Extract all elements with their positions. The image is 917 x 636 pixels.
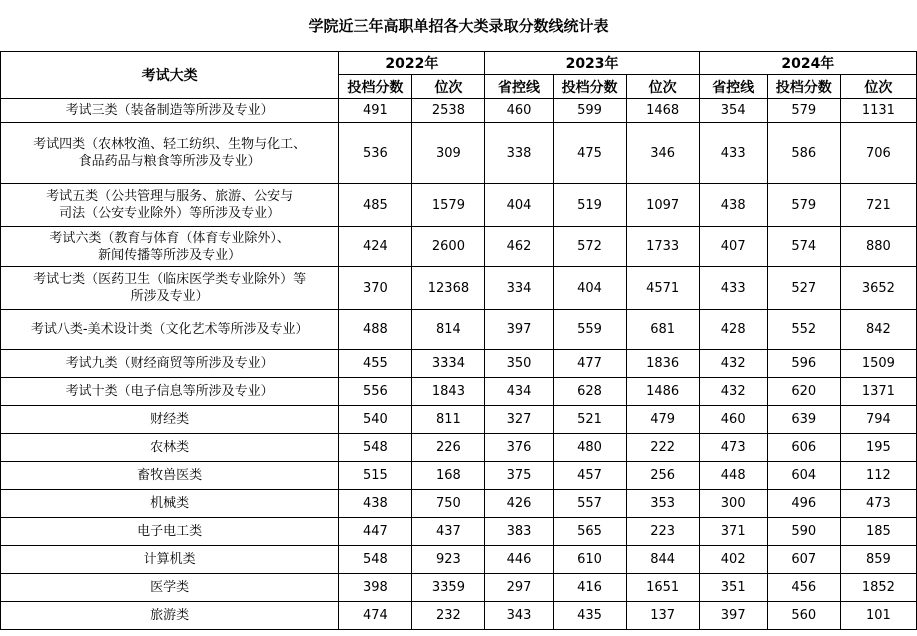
value-cell: 447 bbox=[339, 518, 412, 546]
score-table bbox=[0, 51, 917, 630]
value-cell: 437 bbox=[412, 518, 485, 546]
value-cell: 438 bbox=[699, 184, 767, 227]
value-cell: 428 bbox=[699, 310, 767, 350]
value-cell: 579 bbox=[767, 184, 840, 227]
value-cell: 610 bbox=[553, 546, 626, 574]
value-cell: 574 bbox=[767, 227, 840, 267]
category-line: 电子电工类 bbox=[137, 524, 203, 539]
value-cell: 750 bbox=[412, 490, 485, 518]
category-line: 考试七类（医药卫生（临床医学类专业除外）等 bbox=[33, 272, 307, 287]
value-cell: 446 bbox=[485, 546, 553, 574]
category-line: 计算机类 bbox=[143, 552, 196, 567]
value-cell: 1843 bbox=[412, 378, 485, 406]
value-cell: 334 bbox=[485, 267, 553, 310]
value-cell: 338 bbox=[485, 123, 553, 184]
value-cell: 3652 bbox=[840, 267, 916, 310]
value-cell: 559 bbox=[553, 310, 626, 350]
value-cell: 426 bbox=[485, 490, 553, 518]
value-cell: 604 bbox=[767, 462, 840, 490]
value-cell: 375 bbox=[485, 462, 553, 490]
category-line: 所涉及专业） bbox=[130, 289, 209, 304]
value-cell: 433 bbox=[699, 267, 767, 310]
value-cell: 432 bbox=[699, 378, 767, 406]
category-line: 畜牧兽医类 bbox=[137, 468, 203, 483]
value-cell: 397 bbox=[485, 310, 553, 350]
value-cell: 706 bbox=[840, 123, 916, 184]
category-cell bbox=[1, 378, 339, 406]
value-cell: 456 bbox=[767, 574, 840, 602]
table-row bbox=[1, 462, 917, 490]
category-cell bbox=[1, 310, 339, 350]
value-cell: 480 bbox=[553, 434, 626, 462]
value-cell: 607 bbox=[767, 546, 840, 574]
value-cell: 473 bbox=[840, 490, 916, 518]
value-cell: 579 bbox=[767, 99, 840, 123]
value-cell: 327 bbox=[485, 406, 553, 434]
value-cell: 137 bbox=[626, 602, 699, 630]
category-line: 机械类 bbox=[150, 496, 190, 511]
value-cell: 3359 bbox=[412, 574, 485, 602]
value-cell: 606 bbox=[767, 434, 840, 462]
table-row bbox=[1, 434, 917, 462]
value-cell: 195 bbox=[840, 434, 916, 462]
category-line: 考试九类（财经商贸等所涉及专业） bbox=[65, 356, 274, 371]
value-cell: 844 bbox=[626, 546, 699, 574]
value-cell: 814 bbox=[412, 310, 485, 350]
value-cell: 398 bbox=[339, 574, 412, 602]
table-row bbox=[1, 574, 917, 602]
value-cell: 309 bbox=[412, 123, 485, 184]
value-cell: 1509 bbox=[840, 350, 916, 378]
value-cell: 557 bbox=[553, 490, 626, 518]
value-cell: 457 bbox=[553, 462, 626, 490]
value-cell: 859 bbox=[840, 546, 916, 574]
category-cell bbox=[1, 490, 339, 518]
value-cell: 1579 bbox=[412, 184, 485, 227]
value-cell: 519 bbox=[553, 184, 626, 227]
value-cell: 376 bbox=[485, 434, 553, 462]
category-cell bbox=[1, 267, 339, 310]
value-cell: 1651 bbox=[626, 574, 699, 602]
value-cell: 402 bbox=[699, 546, 767, 574]
category-line: 考试五类（公共管理与服务、旅游、公安与 bbox=[46, 189, 294, 204]
value-cell: 1836 bbox=[626, 350, 699, 378]
category-line: 农林类 bbox=[150, 440, 190, 455]
category-line: 财经类 bbox=[150, 412, 190, 427]
category-cell bbox=[1, 546, 339, 574]
value-cell: 479 bbox=[626, 406, 699, 434]
category-line: 考试六类（教育与体育（体育专业除外）、 bbox=[49, 230, 290, 246]
value-cell: 521 bbox=[553, 406, 626, 434]
value-cell: 354 bbox=[699, 99, 767, 123]
category-cell bbox=[1, 434, 339, 462]
category-line: 考试八类-美术设计类（文化艺术等所涉及专业） bbox=[30, 322, 309, 337]
value-cell: 112 bbox=[840, 462, 916, 490]
value-cell: 1097 bbox=[626, 184, 699, 227]
value-cell: 556 bbox=[339, 378, 412, 406]
value-cell: 880 bbox=[840, 227, 916, 267]
value-cell: 12368 bbox=[412, 267, 485, 310]
value-cell: 496 bbox=[767, 490, 840, 518]
header-2024-control-line: 省控线 bbox=[699, 75, 767, 99]
value-cell: 599 bbox=[553, 99, 626, 123]
value-cell: 477 bbox=[553, 350, 626, 378]
value-cell: 407 bbox=[699, 227, 767, 267]
value-cell: 590 bbox=[767, 518, 840, 546]
value-cell: 397 bbox=[699, 602, 767, 630]
value-cell: 628 bbox=[553, 378, 626, 406]
table-row bbox=[1, 227, 917, 267]
category-line: 考试十类（电子信息等所涉及专业） bbox=[65, 384, 274, 399]
value-cell: 681 bbox=[626, 310, 699, 350]
category-cell bbox=[1, 99, 339, 123]
value-cell: 560 bbox=[767, 602, 840, 630]
table-row bbox=[1, 99, 917, 123]
category-line: 食品药品与粮食等所涉及专业） bbox=[78, 154, 261, 169]
table-row bbox=[1, 310, 917, 350]
header-2022-score: 投档分数 bbox=[339, 75, 412, 99]
value-cell: 433 bbox=[699, 123, 767, 184]
value-cell: 540 bbox=[339, 406, 412, 434]
value-cell: 488 bbox=[339, 310, 412, 350]
value-cell: 1468 bbox=[626, 99, 699, 123]
value-cell: 596 bbox=[767, 350, 840, 378]
category-line: 医学类 bbox=[150, 580, 190, 595]
category-cell bbox=[1, 574, 339, 602]
value-cell: 256 bbox=[626, 462, 699, 490]
value-cell: 346 bbox=[626, 123, 699, 184]
value-cell: 223 bbox=[626, 518, 699, 546]
value-cell: 548 bbox=[339, 546, 412, 574]
value-cell: 527 bbox=[767, 267, 840, 310]
value-cell: 3334 bbox=[412, 350, 485, 378]
category-line: 考试四类（农林牧渔、轻工纺织、生物与化工、 bbox=[33, 137, 307, 152]
value-cell: 794 bbox=[840, 406, 916, 434]
value-cell: 515 bbox=[339, 462, 412, 490]
value-cell: 424 bbox=[339, 227, 412, 267]
value-cell: 432 bbox=[699, 350, 767, 378]
table-row bbox=[1, 378, 917, 406]
value-cell: 565 bbox=[553, 518, 626, 546]
table-row bbox=[1, 518, 917, 546]
value-cell: 485 bbox=[339, 184, 412, 227]
value-cell: 475 bbox=[553, 123, 626, 184]
table-row bbox=[1, 267, 917, 310]
value-cell: 923 bbox=[412, 546, 485, 574]
header-2023-rank: 位次 bbox=[626, 75, 699, 99]
table-row bbox=[1, 490, 917, 518]
table-row bbox=[1, 123, 917, 184]
value-cell: 222 bbox=[626, 434, 699, 462]
value-cell: 639 bbox=[767, 406, 840, 434]
value-cell: 460 bbox=[485, 99, 553, 123]
category-cell bbox=[1, 406, 339, 434]
value-cell: 416 bbox=[553, 574, 626, 602]
value-cell: 2538 bbox=[412, 99, 485, 123]
value-cell: 370 bbox=[339, 267, 412, 310]
header-category: 考试大类 bbox=[1, 52, 339, 99]
category-cell bbox=[1, 602, 339, 630]
value-cell: 4571 bbox=[626, 267, 699, 310]
category-cell bbox=[1, 350, 339, 378]
value-cell: 1371 bbox=[840, 378, 916, 406]
header-2022-rank: 位次 bbox=[412, 75, 485, 99]
header-year-2023: 2023年 bbox=[485, 52, 699, 75]
value-cell: 491 bbox=[339, 99, 412, 123]
header-year-2022: 2022年 bbox=[339, 52, 485, 75]
value-cell: 586 bbox=[767, 123, 840, 184]
value-cell: 404 bbox=[553, 267, 626, 310]
category-cell bbox=[1, 518, 339, 546]
value-cell: 572 bbox=[553, 227, 626, 267]
value-cell: 185 bbox=[840, 518, 916, 546]
value-cell: 1486 bbox=[626, 378, 699, 406]
value-cell: 620 bbox=[767, 378, 840, 406]
category-cell bbox=[1, 227, 339, 267]
value-cell: 351 bbox=[699, 574, 767, 602]
header-2024-rank: 位次 bbox=[840, 75, 916, 99]
header-2023-score: 投档分数 bbox=[553, 75, 626, 99]
value-cell: 232 bbox=[412, 602, 485, 630]
table-row bbox=[1, 406, 917, 434]
header-2023-control-line: 省控线 bbox=[485, 75, 553, 99]
page-title: 学院近三年高职单招各大类录取分数线统计表 bbox=[0, 0, 917, 52]
category-line: 考试三类（装备制造等所涉及专业） bbox=[65, 103, 274, 118]
value-cell: 473 bbox=[699, 434, 767, 462]
value-cell: 474 bbox=[339, 602, 412, 630]
value-cell: 536 bbox=[339, 123, 412, 184]
value-cell: 1131 bbox=[840, 99, 916, 123]
table-row bbox=[1, 350, 917, 378]
value-cell: 462 bbox=[485, 227, 553, 267]
category-cell bbox=[1, 184, 339, 227]
value-cell: 552 bbox=[767, 310, 840, 350]
value-cell: 226 bbox=[412, 434, 485, 462]
category-cell bbox=[1, 462, 339, 490]
header-2024-score: 投档分数 bbox=[767, 75, 840, 99]
category-line: 司法（公安专业除外）等所涉及专业） bbox=[59, 206, 281, 221]
value-cell: 300 bbox=[699, 490, 767, 518]
value-cell: 343 bbox=[485, 602, 553, 630]
category-line: 旅游类 bbox=[150, 608, 190, 623]
value-cell: 297 bbox=[485, 574, 553, 602]
value-cell: 448 bbox=[699, 462, 767, 490]
value-cell: 168 bbox=[412, 462, 485, 490]
value-cell: 1852 bbox=[840, 574, 916, 602]
value-cell: 548 bbox=[339, 434, 412, 462]
value-cell: 435 bbox=[553, 602, 626, 630]
value-cell: 353 bbox=[626, 490, 699, 518]
value-cell: 434 bbox=[485, 378, 553, 406]
category-line: 新闻传播等所涉及专业） bbox=[98, 247, 242, 263]
category-cell bbox=[1, 123, 339, 184]
value-cell: 460 bbox=[699, 406, 767, 434]
value-cell: 842 bbox=[840, 310, 916, 350]
value-cell: 101 bbox=[840, 602, 916, 630]
value-cell: 811 bbox=[412, 406, 485, 434]
value-cell: 438 bbox=[339, 490, 412, 518]
value-cell: 371 bbox=[699, 518, 767, 546]
value-cell: 2600 bbox=[412, 227, 485, 267]
value-cell: 1733 bbox=[626, 227, 699, 267]
value-cell: 455 bbox=[339, 350, 412, 378]
table-row bbox=[1, 184, 917, 227]
value-cell: 383 bbox=[485, 518, 553, 546]
table-row bbox=[1, 602, 917, 630]
header-year-2024: 2024年 bbox=[699, 52, 916, 75]
value-cell: 721 bbox=[840, 184, 916, 227]
value-cell: 350 bbox=[485, 350, 553, 378]
value-cell: 404 bbox=[485, 184, 553, 227]
table-row bbox=[1, 546, 917, 574]
